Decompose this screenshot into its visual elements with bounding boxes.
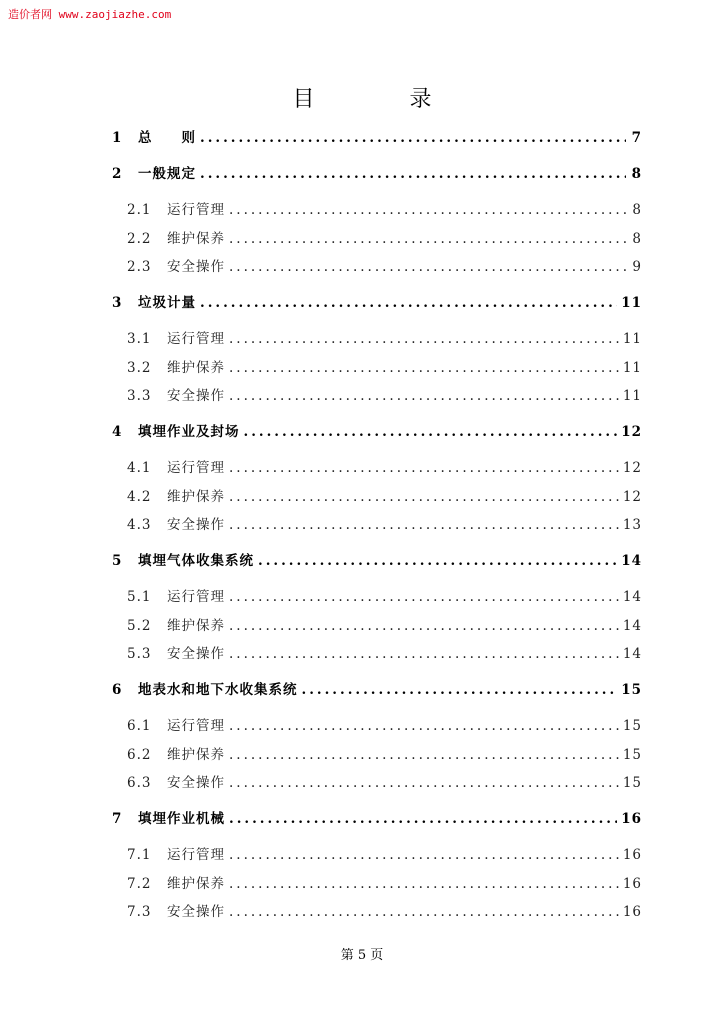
toc-page-number: 11: [622, 331, 642, 347]
toc-section-entry[interactable]: [127, 257, 642, 277]
toc-section-number: 4.2: [127, 488, 152, 505]
toc-leader-dots: [229, 616, 619, 636]
toc-leader-dots: [229, 809, 617, 829]
toc-section-number: 4.1: [127, 460, 152, 476]
toc-page-number: 14: [621, 553, 642, 569]
toc-leader-dots: [200, 293, 617, 313]
toc-page-number: 16: [622, 904, 642, 920]
toc-section-entry[interactable]: [127, 902, 642, 922]
toc-section-number: 5.3: [127, 646, 152, 662]
toc-section-number: 2.1: [127, 202, 152, 218]
toc-section-entry[interactable]: [127, 745, 642, 765]
toc-page-number: 13: [622, 517, 642, 533]
toc-leader-dots: [200, 164, 626, 184]
toc-section-title: 维护保养: [167, 230, 225, 247]
toc-section-entry[interactable]: [127, 587, 642, 607]
toc-section-number: 7.1: [127, 847, 152, 863]
toc-section-entry[interactable]: [127, 773, 642, 793]
toc-leader-dots: [229, 902, 619, 922]
toc-section-number: 7.2: [127, 875, 152, 892]
toc-leader-dots: [229, 329, 619, 349]
page-number-footer: 第 5 页: [340, 948, 384, 963]
toc-section-title: 运行管理: [167, 331, 225, 347]
toc-leader-dots: [229, 200, 626, 220]
toc-section-title: 安全操作: [167, 388, 225, 404]
toc-page-number: 15: [621, 682, 642, 698]
toc-chapter-title: 填埋气体收集系统: [138, 553, 254, 569]
toc-page-number: 14: [622, 646, 642, 662]
toc-chapter-number: 1: [112, 130, 122, 146]
toc-page-number: 11: [622, 359, 642, 376]
toc-chapter-number: 6: [112, 682, 122, 698]
toc-section-title: 维护保养: [167, 359, 225, 376]
toc-section-entry[interactable]: [127, 845, 642, 865]
toc-section-title: 运行管理: [167, 847, 225, 863]
toc-section-entry[interactable]: [127, 874, 642, 894]
toc-page-number: 16: [622, 875, 642, 892]
toc-section-number: 6.1: [127, 718, 152, 734]
watermark-text: 造价者网 www.zaojiazhe.com: [8, 8, 172, 21]
toc-section-title: 安全操作: [167, 259, 225, 275]
toc-section-entry[interactable]: [127, 329, 642, 349]
toc-chapter-entry[interactable]: [112, 680, 642, 700]
toc-section-number: 3.3: [127, 388, 152, 404]
toc-chapter-title: 地表水和地下水收集系统: [138, 682, 298, 698]
toc-section-title: 运行管理: [167, 589, 225, 605]
toc-section-entry[interactable]: [127, 716, 642, 736]
toc-page-number: 9: [632, 259, 642, 275]
toc-page-number: 14: [622, 617, 642, 634]
toc-leader-dots: [229, 644, 619, 664]
toc-page-number: 12: [622, 488, 642, 505]
toc-page-number: 12: [622, 460, 642, 476]
toc-page-number: 14: [622, 589, 642, 605]
toc-section-title: 安全操作: [167, 517, 225, 533]
toc-section-entry[interactable]: [127, 386, 642, 406]
toc-leader-dots: [258, 551, 617, 571]
toc-page-number: 8: [631, 166, 642, 182]
toc-section-title: 维护保养: [167, 746, 225, 763]
toc-chapter-number: 4: [112, 424, 122, 440]
toc-chapter-entry[interactable]: [112, 551, 642, 571]
toc-section-entry[interactable]: [127, 200, 642, 220]
toc-chapter-number: 3: [112, 295, 122, 311]
toc-section-number: 3.1: [127, 331, 152, 347]
toc-section-title: 运行管理: [167, 202, 225, 218]
toc-page-number: 12: [621, 424, 642, 440]
toc-section-number: 5.2: [127, 617, 152, 634]
toc-section-title: 安全操作: [167, 904, 225, 920]
toc-leader-dots: [229, 587, 619, 607]
toc-chapter-entry[interactable]: [112, 293, 642, 313]
toc-section-number: 4.3: [127, 517, 152, 533]
toc-chapter-number: 7: [112, 811, 122, 827]
toc-section-number: 6.3: [127, 775, 152, 791]
toc-section-entry[interactable]: [127, 616, 642, 636]
toc-section-entry[interactable]: [127, 487, 642, 507]
toc-section-number: 2.2: [127, 230, 152, 247]
toc-section-title: 运行管理: [167, 460, 225, 476]
toc-leader-dots: [200, 128, 626, 148]
toc-page-number: 11: [621, 295, 642, 311]
toc-section-title: 维护保养: [167, 617, 225, 634]
toc-section-title: 安全操作: [167, 646, 225, 662]
toc-section-title: 运行管理: [167, 718, 225, 734]
toc-section-number: 6.2: [127, 746, 152, 763]
toc-chapter-number: 2: [112, 166, 122, 182]
toc-section-title: 安全操作: [167, 775, 225, 791]
toc-page-number: 8: [632, 230, 642, 247]
toc-leader-dots: [229, 257, 626, 277]
toc-leader-dots: [229, 716, 619, 736]
toc-section-number: 7.3: [127, 904, 152, 920]
toc-section-entry[interactable]: [127, 358, 642, 378]
toc-chapter-title: 总 则: [138, 130, 196, 146]
toc-leader-dots: [229, 874, 619, 894]
toc-chapter-number: 5: [112, 553, 122, 569]
toc-chapter-title: 一般规定: [138, 166, 196, 182]
toc-section-title: 维护保养: [167, 875, 225, 892]
toc-page-number: 15: [622, 775, 642, 791]
toc-section-entry[interactable]: [127, 644, 642, 664]
toc-chapter-entry[interactable]: [112, 128, 642, 148]
toc-leader-dots: [229, 358, 619, 378]
toc-leader-dots: [229, 458, 619, 478]
toc-page-number: 16: [622, 847, 642, 863]
toc-section-number: 2.3: [127, 259, 152, 275]
toc-leader-dots: [229, 229, 626, 249]
toc-leader-dots: [244, 422, 618, 442]
toc-chapter-entry[interactable]: [112, 809, 642, 829]
toc-page-number: 8: [632, 202, 642, 218]
toc-chapter-entry[interactable]: [112, 164, 642, 184]
toc-leader-dots: [229, 515, 619, 535]
toc-chapter-entry[interactable]: [112, 422, 642, 442]
toc-chapter-title: 填埋作业机械: [138, 811, 225, 827]
toc-section-entry[interactable]: [127, 515, 642, 535]
toc-page-number: 15: [622, 718, 642, 734]
toc-leader-dots: [229, 745, 619, 765]
toc-section-number: 5.1: [127, 589, 152, 605]
toc-leader-dots: [229, 845, 619, 865]
toc-leader-dots: [229, 487, 619, 507]
toc-page-number: 11: [622, 388, 642, 404]
toc-section-entry[interactable]: [127, 229, 642, 249]
toc-leader-dots: [302, 680, 618, 700]
toc-leader-dots: [229, 386, 619, 406]
toc-section-entry[interactable]: [127, 458, 642, 478]
toc-chapter-title: 垃圾计量: [138, 295, 196, 311]
toc-chapter-title: 填埋作业及封场: [138, 424, 240, 440]
toc-leader-dots: [229, 773, 619, 793]
toc-page-number: 15: [622, 746, 642, 763]
toc-page-number: 7: [631, 130, 642, 146]
toc-section-number: 3.2: [127, 359, 152, 376]
page-title: 目 录: [292, 87, 476, 112]
toc-section-title: 维护保养: [167, 488, 225, 505]
toc-page-number: 16: [621, 811, 642, 827]
